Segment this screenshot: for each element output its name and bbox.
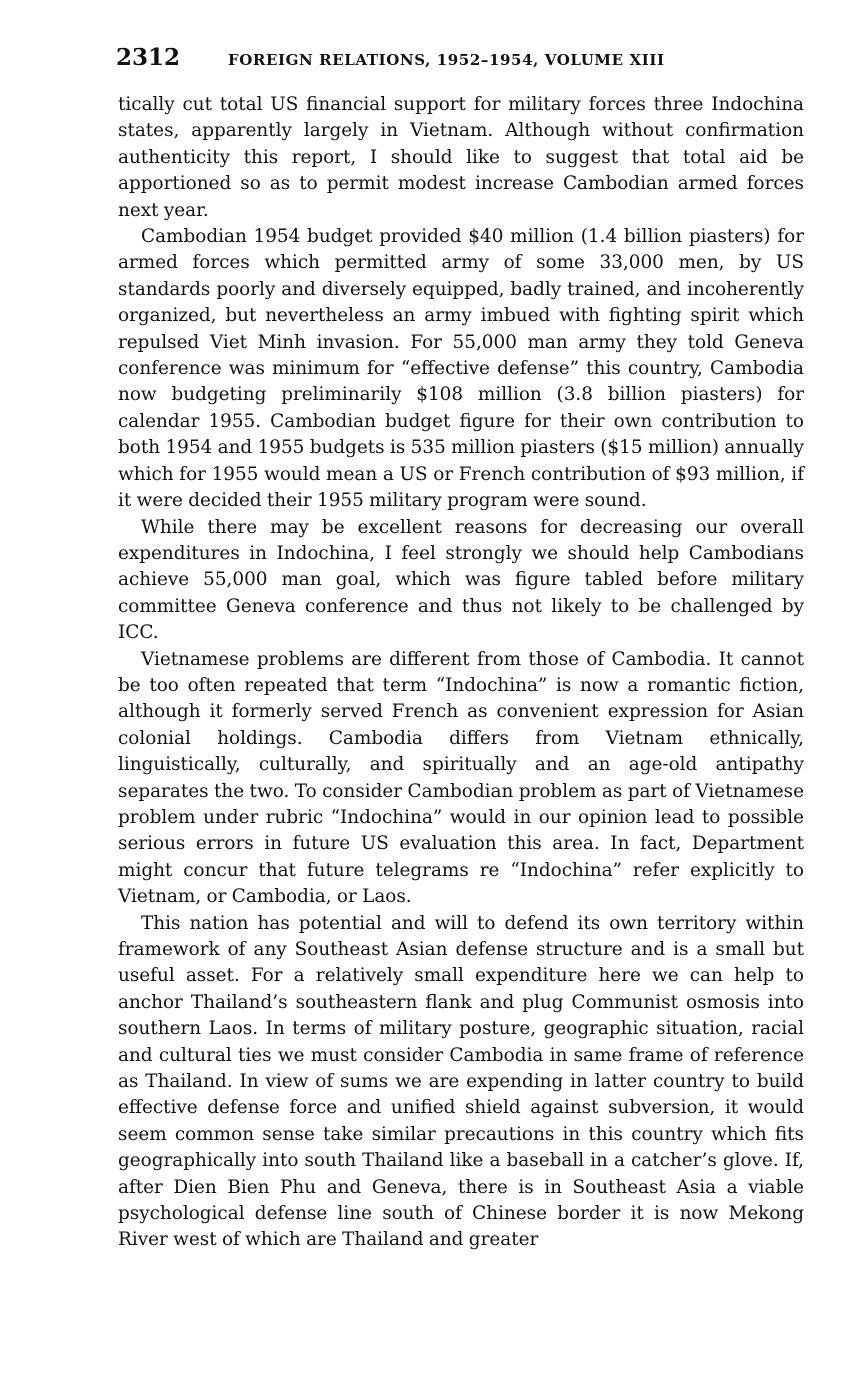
paragraph-vietnamese-problems: Vietnamese problems are different from those of Cambodia. It cannot be too often repeated that term “Indochina” is now a romantic fiction, although it formerly served French as convenient expression for Asian colonial holdings. Cambodia differs from Vietnam ethnically, linguistically, culturally, and spiritually and an age-old antipathy separates the two. To consider Cambodian problem as part of Vietnamese problem under rubric “Indochina” would in our opinion lead to possible serious errors in future US evaluation this area. In fact, Department might concur that future telegrams re “Indochina” refer explicitly to Vietnam, or Cambodia, or Laos.: [118, 648, 804, 908]
running-head: FOREIGN RELATIONS, 1952–1954, VOLUME XIII: [228, 51, 665, 69]
paragraph-cambodian-budget: Cambodian 1954 budget provided $40 million (1.4 billion piasters) for armed forces which permitted army of some 33,000 men, by US standards poorly and diversely equipped, badly trained, and incoherently organized, but nevertheless an army imbued with fighting spirit which repulsed Viet Minh invasion. For 55,000 man army they told Geneva conference was minimum for “effective defense” this country, Cambodia now budgeting preliminarily $108 million (3.8 billion piasters) for calendar 1955. Cambodian budget figure for their own contribution to both 1954 and 1955 budgets is 535 million piasters ($15 million) annually which for 1955 would mean a US or French contribution of $93 million, if it were decided their 1955 military program were sound.: [118, 226, 804, 512]
paragraph-continued: tically cut total US financial support for military forces three Indochina states, apparently largely in Vietnam. Although without confirmation authenticity this report, I should like to suggest that total aid be apportioned so as to permit modest increase Cambodian armed forces next year.: [118, 94, 804, 221]
page-number: 2312: [116, 44, 181, 71]
body-text: [118, 92, 804, 1254]
paragraph-expenditures: While there may be excellent reasons for decreasing our overall expenditures in Indochina, I feel strongly we should help Cambodians achieve 55,000 man goal, which was figure tabled before military committee Geneva conference and thus not likely to be challenged by ICC.: [118, 516, 804, 644]
page-header: [116, 44, 806, 76]
paragraph-nation-potential: This nation has potential and will to defend its own territory within framework of any Southeast Asian defense structure and is a small but useful asset. For a relatively small expenditure here we can help to anchor Thailand’s southeastern flank and plug Communist osmosis into southern Laos. In terms of military posture, geographic situation, racial and cultural ties we must consider Cambodia in same frame of reference as Thailand. In view of sums we are expending in latter country to build effective defense force and unified shield against subversion, it would seem common sense take similar precautions in this country which fits geographically into south Thailand like a baseball in a catcher’s glove. If, after Dien Bien Phu and Geneva, there is in Southeast Asia a viable psychological defense line south of Chinese border it is now Mekong River west of which are Thailand and greater: [118, 912, 804, 1251]
